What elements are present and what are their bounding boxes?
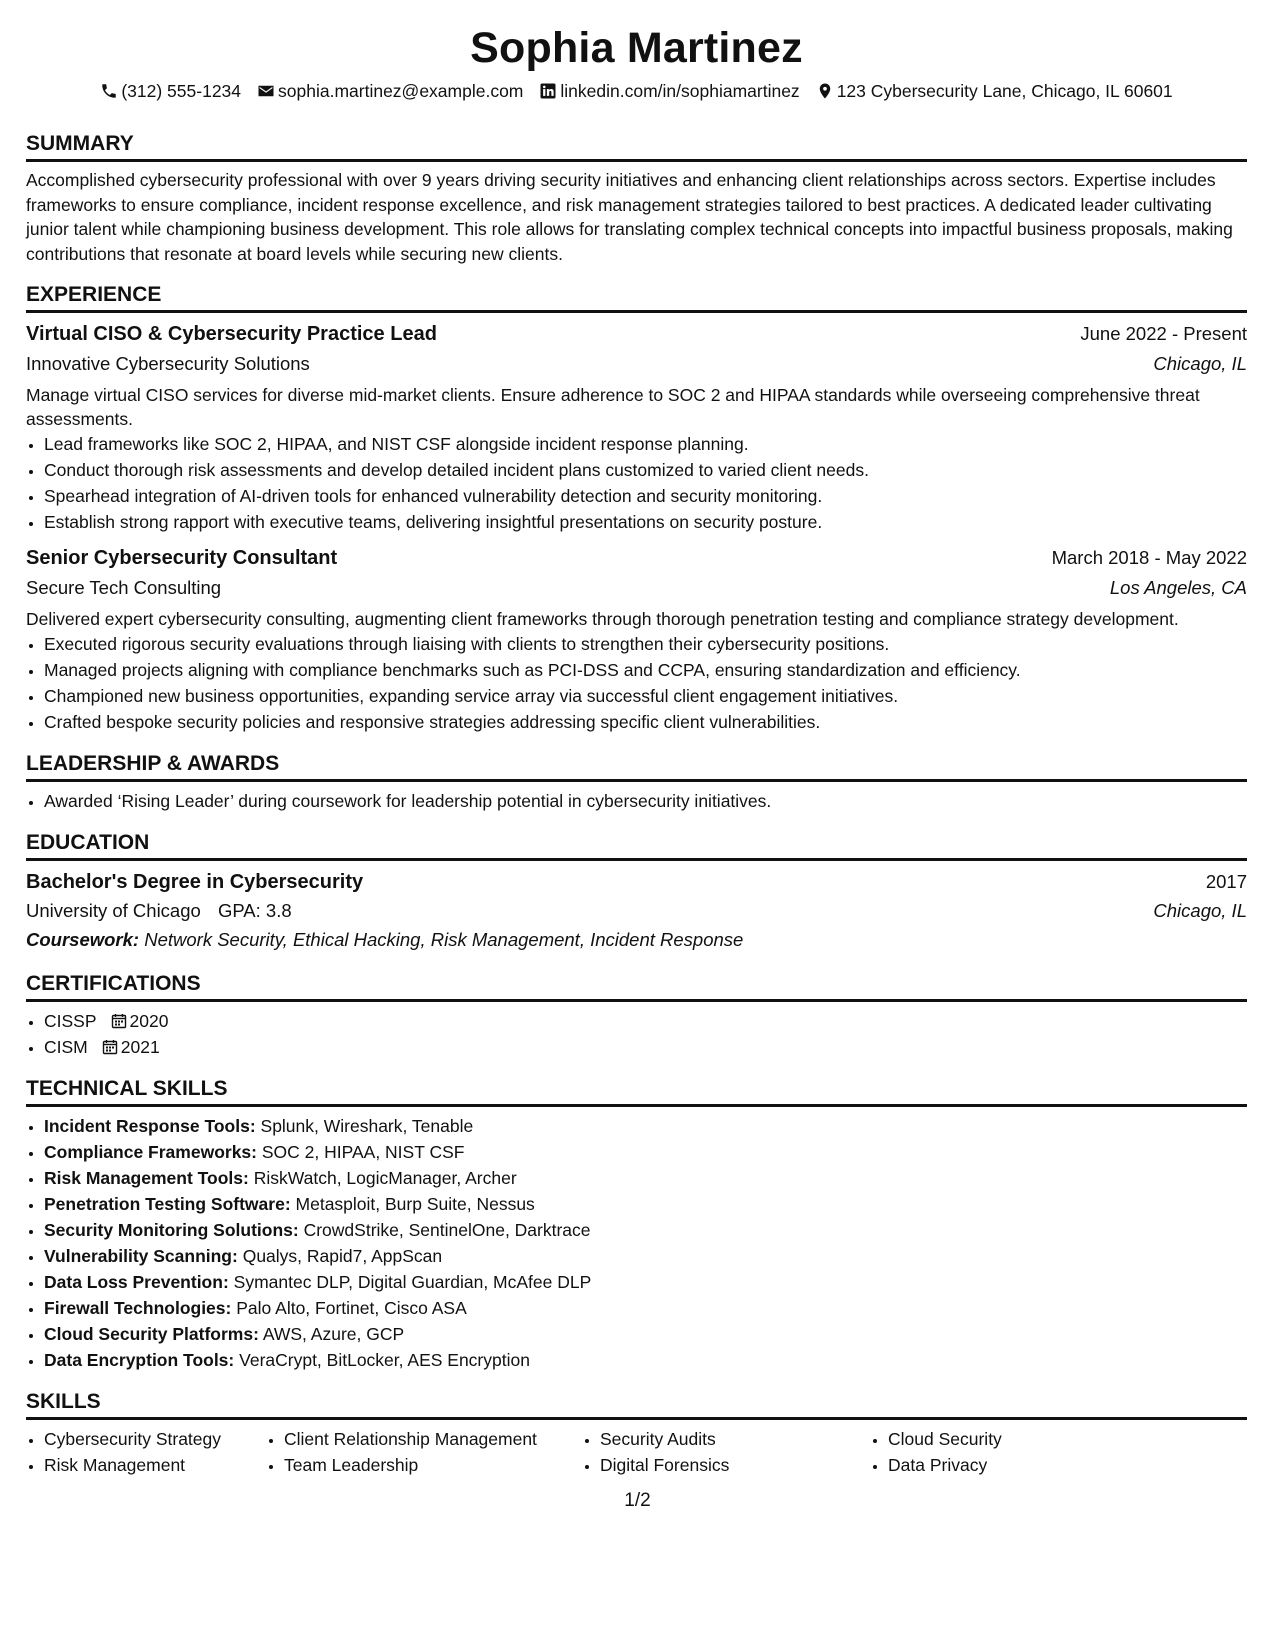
list-item xyxy=(44,1243,1247,1269)
degree-title: Bachelor's Degree in Cybersecurity xyxy=(26,871,364,893)
technical-skills-list xyxy=(26,1113,1247,1373)
skill-value: Palo Alto, Fortinet, Cisco ASA xyxy=(236,1298,467,1318)
section-title-technical-skills: TECHNICAL SKILLS xyxy=(26,1074,1247,1107)
skill-label: Penetration Testing Software: xyxy=(44,1194,291,1214)
list-item xyxy=(44,1269,1247,1295)
contact-linkedin[interactable] xyxy=(539,78,799,104)
list-item xyxy=(44,1191,1247,1217)
coursework-label: Coursework: xyxy=(26,929,140,950)
list-item xyxy=(44,1008,1247,1034)
school-name: University of Chicago xyxy=(26,900,201,921)
summary-section xyxy=(26,129,1247,266)
linkedin-text[interactable]: linkedin.com/in/sophiamartinez xyxy=(560,81,800,101)
section-title-education: EDUCATION xyxy=(26,828,1247,861)
skill-value: Symantec DLP, Digital Guardian, McAfee DLP xyxy=(233,1272,592,1292)
skill-label: Data Loss Prevention: xyxy=(44,1272,229,1292)
skill-value: Metasploit, Burp Suite, Nessus xyxy=(295,1194,535,1214)
resume-page xyxy=(26,0,1247,1478)
phone-icon xyxy=(100,82,118,100)
skills-column xyxy=(26,1426,266,1478)
list-item: • Team Leadership xyxy=(284,1452,582,1478)
skill-label: Incident Response Tools: xyxy=(44,1116,256,1136)
list-item xyxy=(44,1321,1247,1347)
cert-year: 2020 xyxy=(129,1011,169,1031)
section-title-certifications: CERTIFICATIONS xyxy=(26,969,1247,1002)
email-text[interactable]: sophia.martinez@example.com xyxy=(278,81,524,101)
summary-text: Accomplished cybersecurity professional with over 9 years driving security initiatives and enhancing client relationships across sectors. Expertise includes frameworks to ensure compliance, incident response excellence, and risk management strategies tailored to best practices. A dedicated leader cultivating junior talent while championing business development. This role allows for translating complex technical concepts into impactful business proposals, making contributions that resonate at board levels while securing new clients. xyxy=(26,170,1233,264)
list-item: • Championed new business opportunities, expanding service array via successful client engagement initiatives. xyxy=(44,683,1247,709)
technical-skills-section xyxy=(26,1074,1247,1373)
list-item xyxy=(44,1217,1247,1243)
job-location: Chicago, IL xyxy=(1153,353,1247,374)
skills-grid xyxy=(26,1426,1247,1478)
skill-value: AWS, Azure, GCP xyxy=(262,1324,405,1344)
list-item: • Cybersecurity Strategy xyxy=(44,1426,266,1452)
section-title-skills: SKILLS xyxy=(26,1387,1247,1420)
envelope-icon xyxy=(257,82,275,100)
skill-label: Data Encryption Tools: xyxy=(44,1350,235,1370)
cert-year: 2021 xyxy=(120,1037,160,1057)
job-bullets xyxy=(26,631,1247,735)
list-item: • Establish strong rapport with executive teams, delivering insightful presentations on security posture. xyxy=(44,509,1247,535)
list-item xyxy=(44,1295,1247,1321)
list-item: • Digital Forensics xyxy=(600,1452,870,1478)
list-item: • Conduct thorough risk assessments and develop detailed incident plans customized to varied client needs. xyxy=(44,457,1247,483)
section-title-experience: EXPERIENCE xyxy=(26,280,1247,313)
job-company: Secure Tech Consulting xyxy=(26,577,222,598)
skill-label: Compliance Frameworks: xyxy=(44,1142,257,1162)
gpa: GPA: 3.8 xyxy=(217,900,292,921)
job-dates: June 2022 - Present xyxy=(1080,323,1247,344)
skill-value: SOC 2, HIPAA, NIST CSF xyxy=(261,1142,465,1162)
list-item: • Crafted bespoke security policies and responsive strategies addressing specific client vulnerabilities. xyxy=(44,709,1247,735)
skill-value: RiskWatch, LogicManager, Archer xyxy=(253,1168,517,1188)
job-title: Senior Cybersecurity Consultant xyxy=(26,547,338,569)
skill-value: VeraCrypt, BitLocker, AES Encryption xyxy=(239,1350,530,1370)
list-item: • Security Audits xyxy=(600,1426,870,1452)
experience-section xyxy=(26,280,1247,735)
list-item: • Awarded ‘Rising Leader’ during coursework for leadership potential in cybersecurity initiatives. xyxy=(44,788,1247,814)
job-dates: March 2018 - May 2022 xyxy=(1051,547,1247,568)
skills-column xyxy=(582,1426,870,1478)
certifications-list xyxy=(26,1008,1247,1060)
coursework-text: Network Security, Ethical Hacking, Risk Management, Incident Response xyxy=(144,929,744,950)
skills-column xyxy=(266,1426,582,1478)
list-item: • Managed projects aligning with compliance benchmarks such as PCI-DSS and CCPA, ensuring standardization and efficiency. xyxy=(44,657,1247,683)
contact-bar xyxy=(26,78,1247,104)
section-title-summary: SUMMARY xyxy=(26,129,1247,162)
job-company: Innovative Cybersecurity Solutions xyxy=(26,353,310,374)
list-item: • Executed rigorous security evaluations through liaising with clients to strengthen their cybersecurity positions. xyxy=(44,631,1247,657)
list-item: • Data Privacy xyxy=(888,1452,1170,1478)
list-item xyxy=(44,1347,1247,1373)
list-item: • Cloud Security xyxy=(888,1426,1170,1452)
job-location: Los Angeles, CA xyxy=(1109,577,1247,598)
contact-phone xyxy=(100,78,241,104)
job-title: Virtual CISO & Cybersecurity Practice Lead xyxy=(26,323,437,345)
list-item: • Risk Management xyxy=(44,1452,266,1478)
cert-name: • CISM xyxy=(44,1037,88,1057)
section-title-leadership: LEADERSHIP & AWARDS xyxy=(26,749,1247,782)
list-item: • Client Relationship Management xyxy=(284,1426,582,1452)
job-description: Delivered expert cybersecurity consulting, augmenting client frameworks through thorough penetration testing and compliance strategy development. xyxy=(26,609,1179,629)
school-location: Chicago, IL xyxy=(1153,900,1247,921)
phone-text: (312) 555-1234 xyxy=(121,81,242,101)
page-number: 1/2 xyxy=(624,1490,651,1511)
list-item xyxy=(44,1113,1247,1139)
education-section xyxy=(26,828,1247,955)
skill-label: Cloud Security Platforms: xyxy=(44,1324,259,1344)
job-entry xyxy=(26,543,1247,735)
leadership-section xyxy=(26,749,1247,814)
graduation-year: 2017 xyxy=(1205,871,1247,892)
contact-address xyxy=(816,78,1173,104)
skill-value: CrowdStrike, SentinelOne, Darktrace xyxy=(303,1220,591,1240)
skill-label: Vulnerability Scanning: xyxy=(44,1246,238,1266)
certifications-section xyxy=(26,969,1247,1060)
job-bullets xyxy=(26,431,1247,535)
job-description: Manage virtual CISO services for diverse mid-market clients. Ensure adherence to SOC 2 and HIPAA standards while overseeing comprehensive threat assessments. xyxy=(26,385,1200,429)
leadership-list xyxy=(26,788,1247,814)
skill-value: Qualys, Rapid7, AppScan xyxy=(242,1246,443,1266)
calendar-icon xyxy=(111,1013,127,1029)
address-text: 123 Cybersecurity Lane, Chicago, IL 60601 xyxy=(836,81,1173,101)
skills-column xyxy=(870,1426,1170,1478)
candidate-name: Sophia Martinez xyxy=(470,24,803,72)
skill-label: Security Monitoring Solutions: xyxy=(44,1220,299,1240)
skill-label: Firewall Technologies: xyxy=(44,1298,232,1318)
coursework xyxy=(26,925,1247,955)
linkedin-icon xyxy=(539,82,557,100)
skills-section xyxy=(26,1387,1247,1478)
skill-label: Risk Management Tools: xyxy=(44,1168,249,1188)
list-item xyxy=(44,1139,1247,1165)
list-item xyxy=(44,1165,1247,1191)
map-pin-icon xyxy=(816,82,834,100)
list-item: • Lead frameworks like SOC 2, HIPAA, and NIST CSF alongside incident response planning. xyxy=(44,431,1247,457)
job-entry xyxy=(26,319,1247,535)
list-item: • Spearhead integration of AI-driven tools for enhanced vulnerability detection and security monitoring. xyxy=(44,483,1247,509)
contact-email[interactable] xyxy=(257,78,523,104)
skill-value: Splunk, Wireshark, Tenable xyxy=(260,1116,474,1136)
calendar-icon xyxy=(102,1039,118,1055)
list-item xyxy=(44,1034,1247,1060)
cert-name: • CISSP xyxy=(44,1011,97,1031)
